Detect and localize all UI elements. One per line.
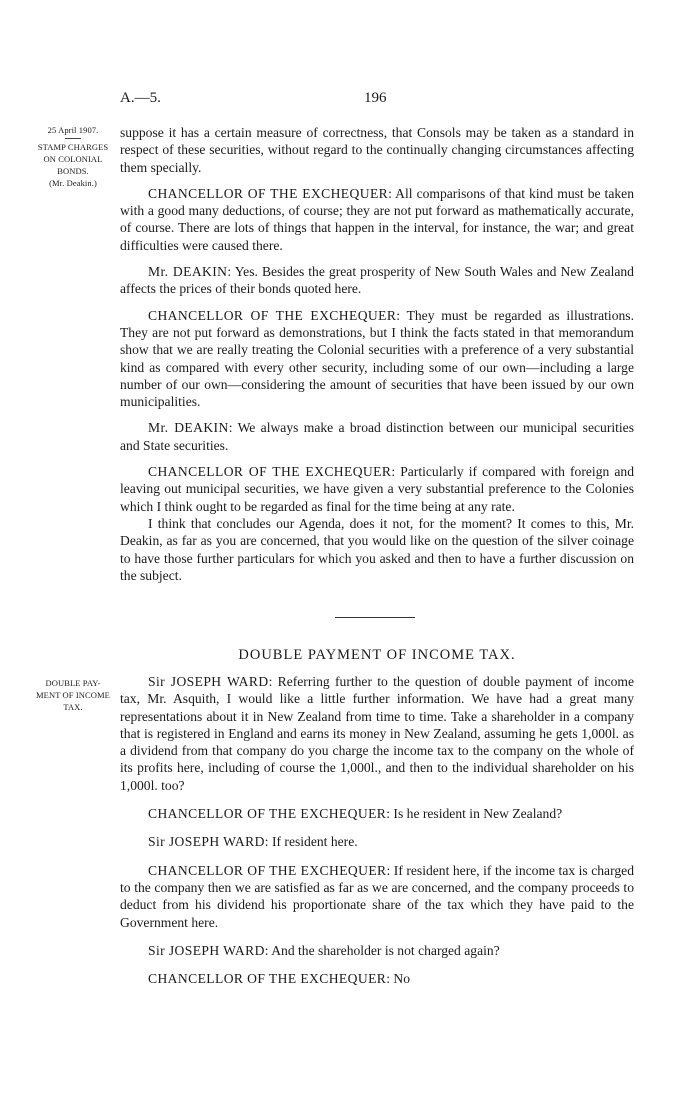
paragraph-text: : Particularly if compared with foreign and leaving out municipal securities, we have given a very substantial preference to the Colonies which I think ought to be regarded as final for the time being at any rate.	[120, 464, 635, 514]
paragraph	[120, 185, 634, 254]
paragraph-text: : Yes. Besides the great prosperity of New South Wales and New Zealand affects the prices of their bonds quoted here.	[120, 264, 634, 297]
paragraph	[120, 833, 634, 850]
paragraph	[120, 673, 634, 794]
paragraph	[120, 970, 634, 987]
paragraph-text: : All comparisons of that kind must be taken with a good many deductions, of course; they are not put forward as mathematically accurate, of course. There are lots of things that happen in the interval, for instance, the war; and great difficulties were caused there.	[120, 185, 634, 253]
paragraph	[120, 307, 634, 411]
speaker-name: Sir JOSEPH WARD	[148, 834, 265, 850]
speaker-name: Sir JOSEPH WARD	[148, 674, 269, 689]
speaker-name: CHANCELLOR OF THE EXCHEQUER	[148, 185, 389, 201]
paragraph-text: : If resident here, if the income tax is charged to the company then we are satisfied as far as we are concerned, and the company proceeds to deduct from his dividend his proportionate share of the tax which they have paid to the Government here.	[120, 862, 634, 930]
paragraph-text: : And the shareholder is not charged again?	[264, 942, 500, 958]
page-number: 196	[364, 90, 387, 106]
paragraph	[120, 124, 634, 176]
speaker-name: Mr. DEAKIN	[148, 420, 229, 436]
paragraph	[120, 419, 634, 454]
margin-speaker: (Mr. Deakin.)	[49, 178, 97, 188]
paragraph-text: suppose it has a certain measure of correctness, that Consols may be taken as a standard in respect of these securities, without regard to the continually changing circumstances affecting them specially.	[120, 125, 634, 175]
paragraph-text: : Referring further to the question of double payment of income tax, Mr. Asquith, I would like a little further information. We have had a great many representations about it in New Zealand from time to time. Take a shareholder in a company that is registered in England and earns its money in New Zealand, assuming he gets 1,000l. as a dividend from that company do you charge the income tax to the company on the whole of its profits here, including of course the 1,000l., and then to the individual shareholder on his 1,000l. too?	[120, 674, 634, 793]
margin-note-section2	[32, 677, 114, 713]
paragraph-text: : We always make a broad distinction between our municipal securities and State securities.	[120, 420, 634, 453]
paragraph-text: I think that concludes our Agenda, does it not, for the moment? It comes to this, Mr. Deakin, as far as you are concerned, that you would like on the question of the silver coinage to have those further particulars for which you asked and then to have a further discussion on the subject.	[120, 515, 634, 583]
margin-note-section1	[32, 124, 114, 189]
section-divider	[335, 617, 415, 618]
paragraph	[120, 515, 634, 584]
paragraph-text: : If resident here.	[264, 834, 358, 850]
paragraph	[120, 862, 634, 931]
margin-date: 25 April 1907.	[47, 125, 99, 135]
paragraph-text: : Is he resident in New Zealand?	[386, 806, 563, 822]
speaker-name: CHANCELLOR OF THE EXCHEQUER	[148, 971, 387, 987]
margin-rule	[65, 138, 81, 139]
speaker-name: Sir JOSEPH WARD	[148, 942, 265, 958]
speaker-name: CHANCELLOR OF THE EXCHEQUER	[148, 806, 387, 822]
header-reference: A.—5.	[120, 90, 161, 106]
speaker-name: CHANCELLOR OF THE EXCHEQUER	[148, 464, 392, 480]
paragraph	[120, 942, 634, 959]
section-heading: DOUBLE PAYMENT OF INCOME TAX.	[238, 647, 516, 663]
speaker-name: Mr. DEAKIN	[148, 264, 228, 280]
margin-section2-line-1: DOUBLE PAY-	[45, 678, 101, 688]
margin-subject-line-3: BONDS.	[57, 166, 89, 176]
margin-subject-line-2: ON COLONIAL	[43, 154, 103, 164]
section1-body	[120, 124, 634, 584]
margin-subject-line-1: STAMP CHARGES	[37, 142, 109, 152]
margin-section2-line-3: TAX.	[63, 702, 83, 712]
paragraph	[120, 805, 634, 822]
section2-body	[120, 673, 634, 987]
margin-section2-line-2: MENT OF INCOME	[36, 690, 110, 700]
paragraph	[120, 263, 634, 298]
paragraph-text: : They must be regarded as illustrations. They are not put forward as demonstrations, but I think the facts stated in that memorandum show that we are really treating the Colonial securities with a preference of a very substantial kind as compared with every other security, including some of our own—including a large number of our own—considering the amount of securities that have been issued by our own municipalities.	[120, 307, 634, 410]
paragraph	[120, 463, 634, 515]
speaker-name: CHANCELLOR OF THE EXCHEQUER	[148, 862, 387, 878]
paragraph-text: : No	[386, 971, 411, 987]
speaker-name: CHANCELLOR OF THE EXCHEQUER	[148, 307, 397, 323]
